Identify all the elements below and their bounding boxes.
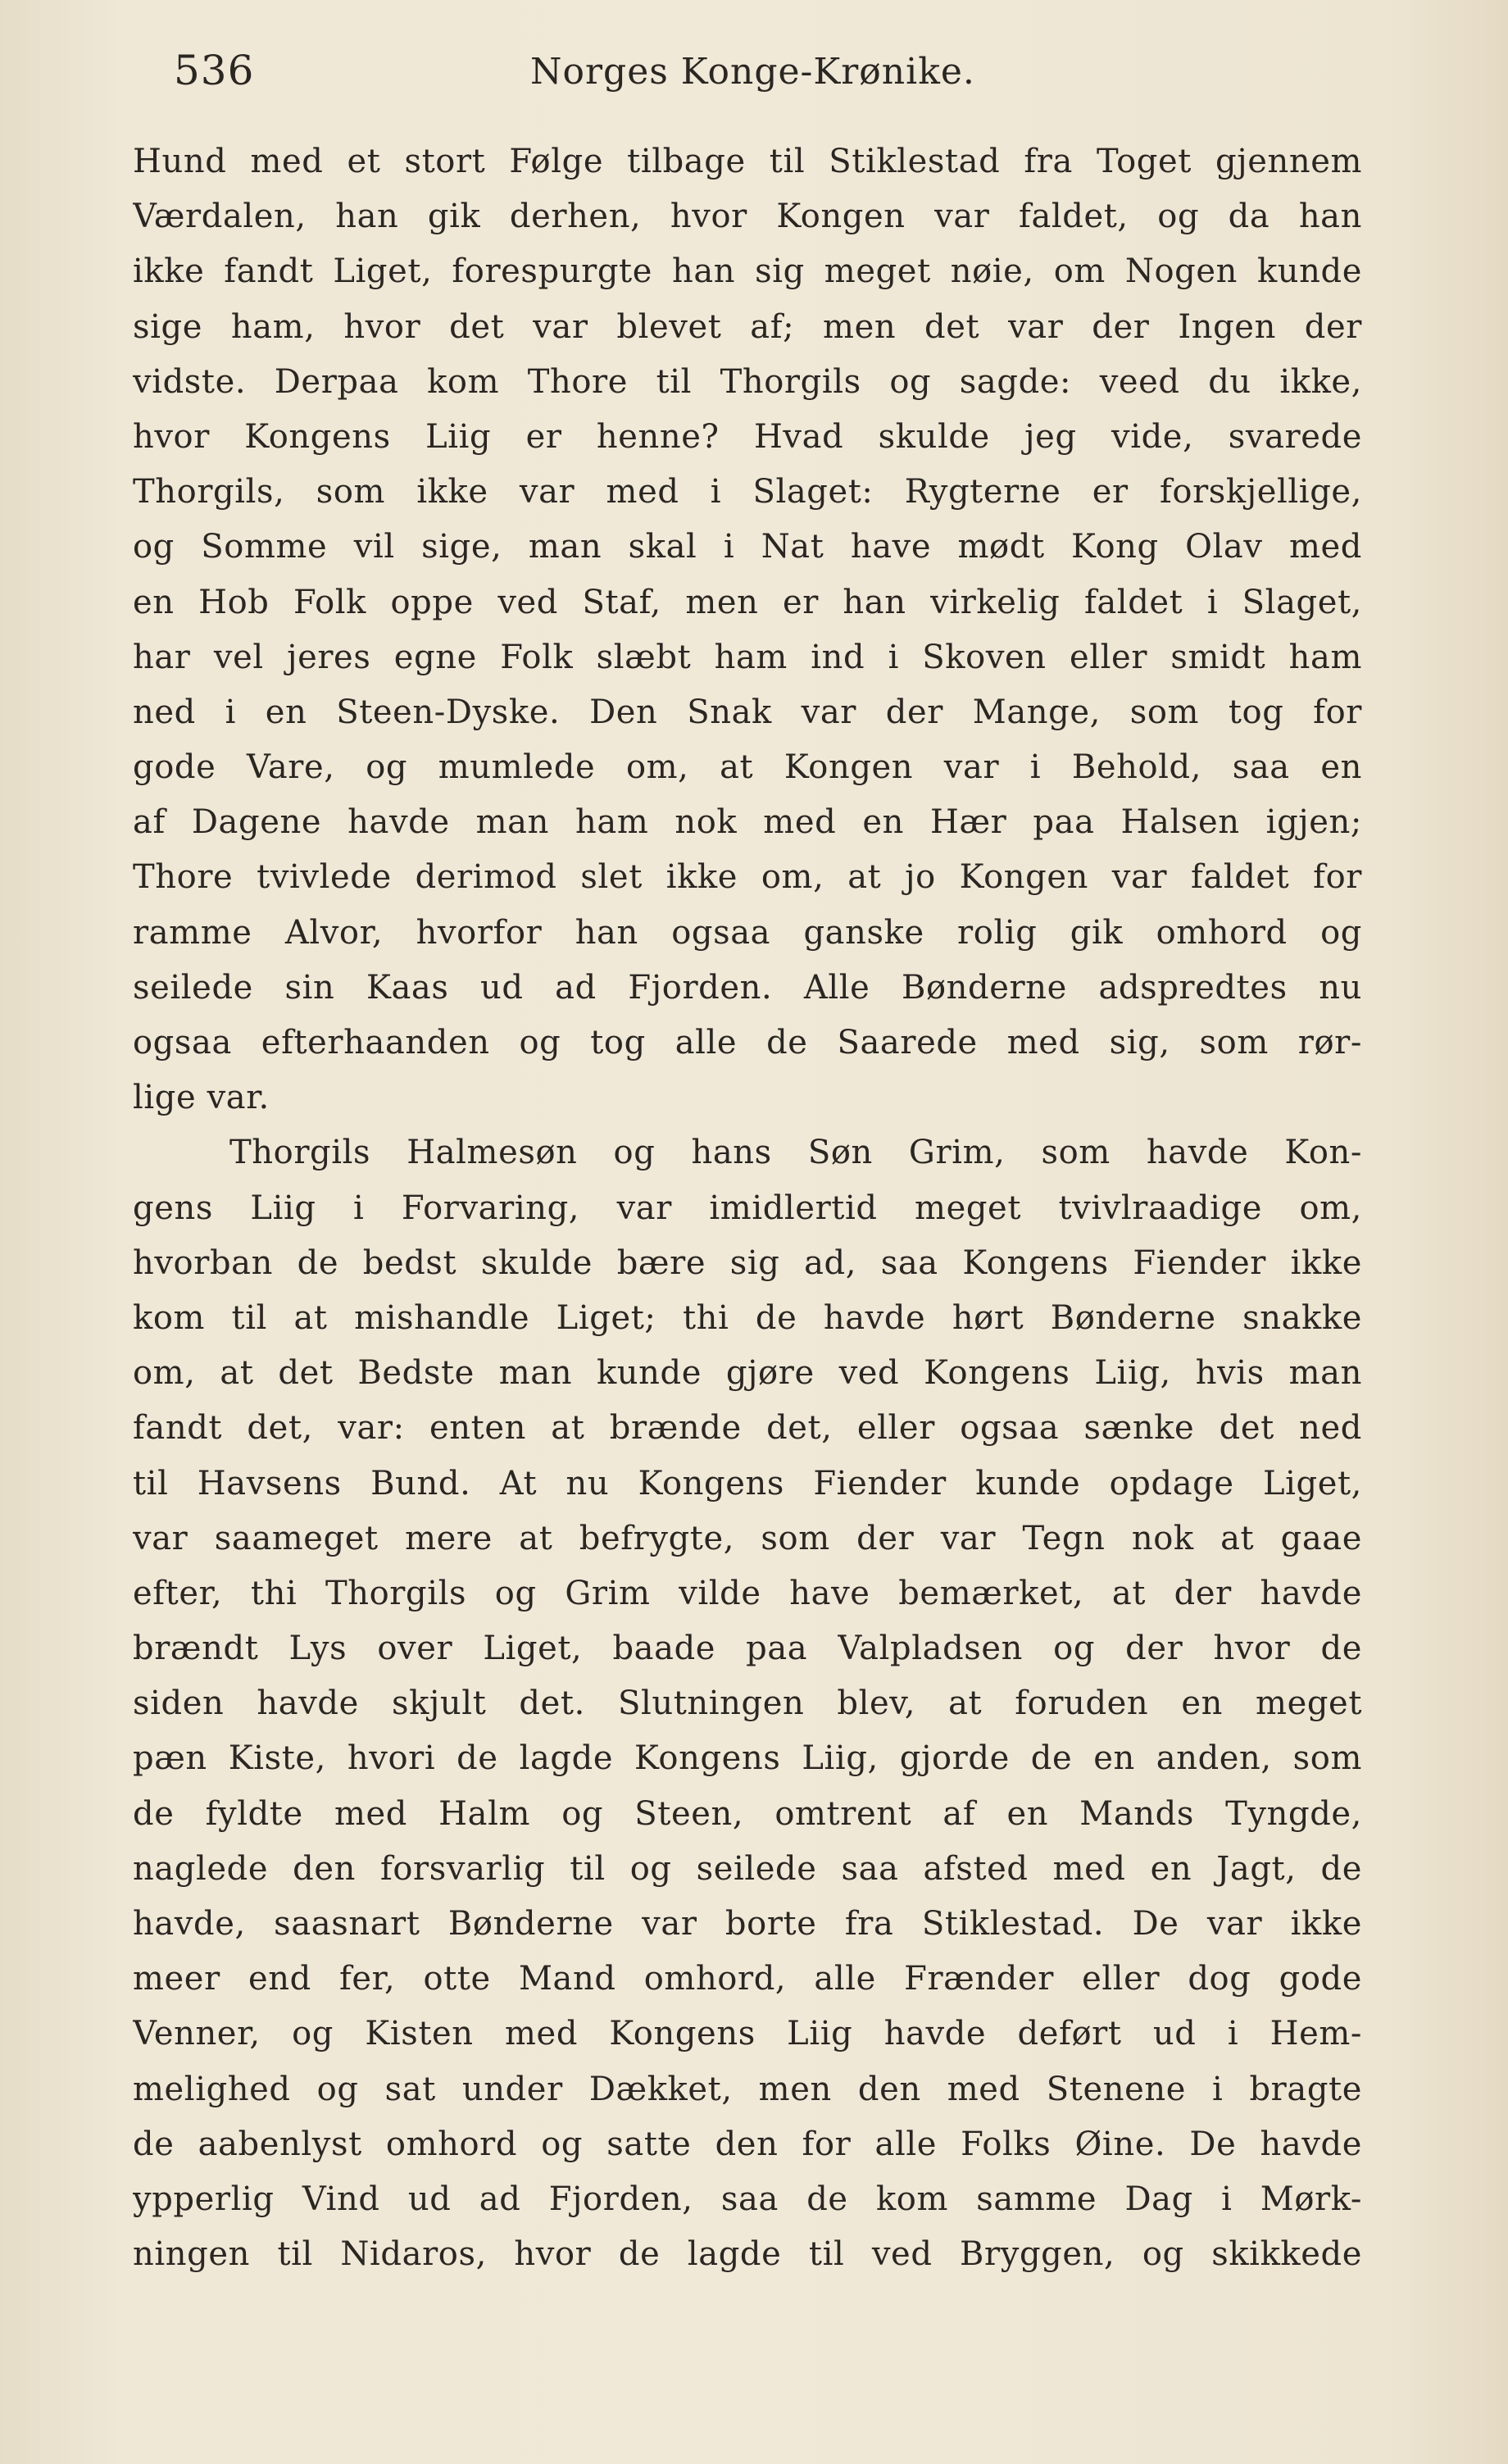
text-line: ramme Alvor, hvorfor han ogsaa ganske rolig gik omhord og — [133, 913, 1362, 952]
text-line: kom til at mishandle Liget; thi de havde hørt Bønderne snakke — [133, 1298, 1362, 1337]
text-line: Hund med et stort Følge tilbage til Stiklestad fra Toget gjennem — [133, 143, 1362, 180]
text-line: sige ham, hvor det var blevet af; men det var der Ingen der — [133, 307, 1362, 346]
text-line: til Havsens Bund. At nu Kongens Fiender kunde opdage Liget, — [133, 1464, 1362, 1502]
text-line: om, at det Bedste man kunde gjøre ved Kongens Liig, hvis man — [133, 1354, 1362, 1393]
text-line: var saameget mere at befrygte, som der var Tegn nok at gaae — [133, 1519, 1362, 1557]
text-line: af Dagene havde man ham nok med en Hær paa Halsen igjen; — [133, 803, 1362, 842]
text-line: Venner, og Kisten med Kongens Liig havde deført ud i Hem- — [133, 2015, 1362, 2053]
text-line: ypperlig Vind ud ad Fjorden, saa de kom samme Dag i Mørk- — [133, 2180, 1362, 2218]
text-line: de aabenlyst omhord og satte den for alle Folks Øine. De havde — [133, 2125, 1362, 2163]
text-line: ned i en Steen-Dyske. Den Snak var der Mange, som tog for — [133, 693, 1362, 731]
text-line: de fyldte med Halm og Steen, omtrent af en Mands Tyngde, — [133, 1794, 1362, 1833]
text-line: naglede den forsvarlig til og seilede saa afsted med en Jagt, de — [133, 1849, 1362, 1888]
text-line: fandt det, var: enten at brænde det, eller ogsaa sænke det ned — [133, 1409, 1362, 1448]
paragraph-2 — [133, 1125, 1362, 2282]
text-line: Værdalen, han gik derhen, hvor Kongen var faldet, og da han — [133, 198, 1362, 236]
text-line: siden havde skjult det. Slutningen blev, at foruden en meget — [133, 1684, 1362, 1723]
text-line: hvorban de bedst skulde bære sig ad, saa Kongens Fiender ikke — [133, 1243, 1362, 1282]
page-header — [133, 41, 1362, 107]
text-line: Thorgils, som ikke var med i Slaget: Rygterne er forskjellige, — [133, 473, 1362, 511]
text-line: gode Vare, og mumlede om, at Kongen var i Behold, saa en — [133, 748, 1362, 787]
text-line: pæn Kiste, hvori de lagde Kongens Liig, gjorde de en anden, som — [133, 1739, 1362, 1778]
body-text — [133, 134, 1362, 2282]
text-line: Thore tvivlede derimod slet ikke om, at jo Kongen var faldet for — [133, 858, 1362, 897]
text-line: ningen til Nidaros, hvor de lagde til ved Bryggen, og skikkede — [133, 2235, 1362, 2274]
text-line: efter, thi Thorgils og Grim vilde have bemærket, at der havde — [133, 1574, 1362, 1612]
text-line: og Somme vil sige, man skal i Nat have mødt Kong Olav med — [133, 528, 1362, 566]
text-line: lige var. — [133, 1079, 270, 1117]
page-number: 536 — [174, 47, 255, 94]
text-line: havde, saasnart Bønderne var borte fra Stiklestad. De var ikke — [133, 1905, 1362, 1943]
text-line: brændt Lys over Liget, baade paa Valpladsen og der hvor de — [133, 1630, 1362, 1668]
text-line: ogsaa efterhaanden og tog alle de Saarede med sig, som rør- — [133, 1024, 1362, 1062]
text-line: seilede sin Kaas ud ad Fjorden. Alle Bønderne adspredtes nu — [133, 968, 1362, 1007]
running-title: Norges Konge-Krønike. — [530, 51, 975, 93]
text-line: melighed og sat under Dækket, men den med Stenene i bragte — [133, 2070, 1362, 2108]
text-line: ikke fandt Liget, forespurgte han sig meget nøie, om Nogen kunde — [133, 252, 1362, 291]
text-line: hvor Kongens Liig er henne? Hvad skulde jeg vide, svarede — [133, 417, 1362, 456]
paragraph-1 — [133, 134, 1362, 1125]
text-line: en Hob Folk oppe ved Staf, men er han virkelig faldet i Slaget, — [133, 583, 1362, 621]
text-line: gens Liig i Forvaring, var imidlertid meget tvivlraadige om, — [133, 1189, 1362, 1227]
text-line: meer end fer, otte Mand omhord, alle Frænder eller dog gode — [133, 1960, 1362, 1998]
text-line: vidste. Derpaa kom Thore til Thorgils og sagde: veed du ikke, — [133, 362, 1362, 401]
text-line: Thorgils Halmesøn og hans Søn Grim, som havde Kon- — [229, 1134, 1362, 1172]
text-line: har vel jeres egne Folk slæbt ham ind i Skoven eller smidt ham — [133, 638, 1362, 676]
